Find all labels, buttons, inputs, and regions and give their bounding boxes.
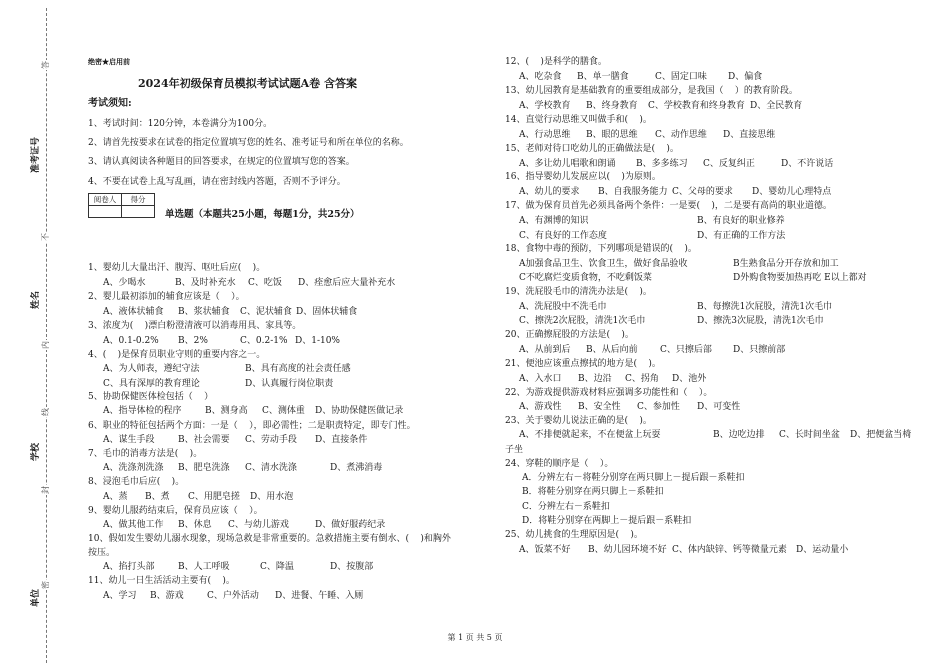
question-10-stem-wrap: 按压。	[88, 548, 116, 558]
question-18-stem: 18、食物中毒的预防，下列哪项是错误的( )。	[505, 244, 697, 254]
question-6-option-b: B、社会需要	[178, 435, 230, 445]
question-2-option-a: A、液体状辅食	[103, 307, 164, 317]
question-10-option-b: B、人工呼吸	[178, 562, 230, 572]
question-13-option-d: D、全民教育	[750, 101, 803, 111]
question-19-option-d: D、擦洗3次屁股，清洗1次毛巾	[697, 316, 824, 326]
question-20-option-a: A、从前到后	[519, 345, 571, 355]
question-14-option-d: D、直接思维	[723, 130, 776, 140]
question-12-option-c: C、固定口味	[655, 72, 707, 82]
question-3-option-a: A、0.1-0.2%	[103, 336, 159, 346]
question-20-option-c: C、只擦后部	[660, 345, 712, 355]
question-8-option-d: D、用水泡	[250, 492, 294, 502]
question-25-option-b: B、幼儿园环境不好	[588, 545, 667, 555]
seal-char: 不	[41, 233, 50, 241]
question-22-stem: 22、为游戏提供游戏材料应强调多功能性和（ ）。	[505, 388, 713, 398]
question-16-stem: 16、指导婴幼儿发展应以( )为原则。	[505, 172, 661, 182]
question-4-option-d: D、认真履行岗位职责	[245, 379, 334, 389]
question-23-option-d: D、把便盆当椅	[850, 430, 912, 440]
question-16-option-d: D、婴幼儿心理特点	[752, 187, 832, 197]
question-2-stem: 2、婴儿最初添加的辅食应该是（ ）。	[88, 292, 245, 302]
question-25-option-a: A、饭菜不好	[519, 545, 571, 555]
question-4-option-c: C、具有深厚的教育理论	[103, 379, 200, 389]
question-11-option-b: B、游戏	[150, 591, 184, 601]
question-16-option-a: A、幼儿的要求	[519, 187, 580, 197]
exam-id-label: 准考证号	[31, 136, 41, 174]
question-12-option-b: B、单一膳食	[577, 72, 629, 82]
question-6-option-c: C、劳动手段	[245, 435, 297, 445]
question-25-stem: 25、幼儿挑食的生理原因是( )。	[505, 530, 643, 540]
question-4-stem: 4、( )是保育员职业守则的重要内容之一。	[88, 350, 266, 360]
question-18-option-c: C不吃腐烂变质食物，不吃剩饭菜	[519, 273, 652, 283]
question-1-option-b: B、及时补充水	[175, 278, 236, 288]
score-table	[88, 193, 155, 218]
question-11-option-c: C、户外活动	[207, 591, 259, 601]
question-5-option-a: A、指导体检的程序	[103, 406, 182, 416]
notice-item: 4、不要在试卷上乱写乱画，请在密封线内答题，否则不予评分。	[88, 177, 346, 187]
question-1-option-a: A、少喝水	[103, 278, 146, 288]
question-16-option-c: C、父母的要求	[672, 187, 733, 197]
question-17-option-c: C、有良好的工作态度	[519, 231, 607, 241]
question-3-option-c: C、0.2-1%	[240, 336, 288, 346]
question-23-option-b: B、边吃边排	[713, 430, 765, 440]
question-13-option-c: C、学校教育和终身教育	[648, 101, 745, 111]
question-13-stem: 13、幼儿园教育是基础教育的重要组成部分，是我国（ ）的教育阶段。	[505, 86, 798, 96]
question-20-option-b: B、从后向前	[586, 345, 638, 355]
question-13-option-b: B、终身教育	[586, 101, 638, 111]
question-3-stem: 3、浓度为( )漂白粉澄清液可以消毒用具、家具等。	[88, 321, 302, 331]
score-table-cell	[122, 206, 155, 218]
question-10-option-a: A、掐打头部	[103, 562, 155, 572]
question-5-option-d: D、协助保健医做记录	[315, 406, 404, 416]
question-17-option-d: D、有正确的工作方法	[697, 231, 786, 241]
seal-char: 密	[41, 581, 50, 589]
question-2-option-b: B、浆状辅食	[178, 307, 230, 317]
question-8-stem: 8、浸泡毛巾后应( )。	[88, 477, 185, 487]
question-20-option-d: D、只擦前部	[733, 345, 786, 355]
question-8-option-b: B、煮	[145, 492, 170, 502]
question-14-stem: 14、直觉行动思维又叫做手和( )。	[505, 115, 652, 125]
question-16-option-b: B、自我服务能力	[598, 187, 668, 197]
question-23-stem: 23、关于婴幼儿说法正确的是( )。	[505, 416, 652, 426]
question-2-option-d: D、固体状辅食	[296, 307, 358, 317]
question-4-option-a: A、为人师表，遵纪守法	[103, 364, 200, 374]
seal-char: 封	[41, 486, 50, 494]
notice-item: 2、请首先按要求在试卷的指定位置填写您的姓名、准考证号和所在单位的名称。	[88, 138, 409, 148]
page-number: 第 1 页 共 5 页	[447, 633, 503, 642]
question-23-option-d-wrap: 子坐	[505, 445, 524, 455]
question-22-option-a: A、游戏性	[519, 402, 562, 412]
unit-label: 单位	[31, 588, 41, 608]
question-9-option-d: D、做好服药纪录	[315, 520, 386, 530]
question-10-stem: 10、假如发生婴幼儿溺水现象，现场急救是非常重要的。急救措施主要有倒水、( )和胸外	[88, 534, 451, 544]
notice-heading: 考试须知:	[88, 98, 132, 109]
question-5-stem: 5、协助保健医体检包括（ ）	[88, 392, 214, 402]
question-19-option-a: A、洗屁股中不洗毛巾	[519, 302, 607, 312]
question-1-option-c: C、吃饭	[248, 278, 282, 288]
question-17-stem: 17、做为保育员首先必须具备两个条件：一是要( )，二是要有高尚的职业道德。	[505, 201, 832, 211]
question-19-option-c: C、擦洗2次屁股，清洗1次毛巾	[519, 316, 646, 326]
question-21-option-d: D、池外	[672, 374, 707, 384]
question-22-option-b: B、安全性	[578, 402, 621, 412]
question-15-option-b: B、多多练习	[636, 159, 688, 169]
question-12-stem: 12、( )是科学的膳食。	[505, 57, 607, 67]
question-5-option-c: C、测体重	[262, 406, 305, 416]
page-title: 2024年初级保育员模拟考试试题A卷 含答案	[138, 77, 357, 90]
question-2-option-c: C、泥状辅食	[240, 307, 292, 317]
section-title: 单选题（本题共25小题，每题1分，共25分）	[165, 209, 360, 220]
question-19-stem: 19、洗屁股毛巾的清洗办法是( )。	[505, 287, 652, 297]
question-9-stem: 9、婴幼儿服药结束后，保育员应该（ ）。	[88, 506, 263, 516]
question-15-stem: 15、老师对待口吃幼儿的正确做法是( )。	[505, 144, 679, 154]
question-21-option-b: B、边沿	[578, 374, 612, 384]
score-table-cell	[89, 206, 122, 218]
score-table-reviewer: 阅卷人	[89, 194, 122, 206]
question-21-option-c: C、拐角	[625, 374, 659, 384]
question-9-option-b: B、休息	[178, 520, 212, 530]
question-8-option-a: A、蒸	[103, 492, 128, 502]
question-6-option-d: D、直接条件	[315, 435, 368, 445]
question-23-option-a: A、不排便就起来，不在便盆上玩耍	[519, 430, 661, 440]
question-17-option-b: B、有良好的职业修养	[697, 216, 785, 226]
question-7-option-a: A、洗涤剂洗涤	[103, 463, 164, 473]
question-3-option-d: D、1-10%	[295, 336, 340, 346]
name-label: 姓名	[31, 290, 41, 310]
question-7-stem: 7、毛巾的消毒方法是( )。	[88, 449, 203, 459]
question-10-option-c: C、降温	[260, 562, 294, 572]
question-21-stem: 21、便池应该重点擦拭的地方是( )。	[505, 359, 661, 369]
question-1-stem: 1、婴幼儿大量出汗、腹泻、呕吐后应( )。	[88, 263, 266, 273]
question-13-option-a: A、学校教育	[519, 101, 571, 111]
seal-dashed-line	[46, 8, 47, 663]
question-12-option-d: D、偏食	[728, 72, 763, 82]
seal-char: 答	[41, 61, 50, 69]
question-8-option-c: C、用肥皂搓	[188, 492, 240, 502]
question-23-option-c: C、长时间坐盆	[779, 430, 840, 440]
question-9-option-c: C、与幼儿游戏	[228, 520, 289, 530]
question-21-option-a: A、入水口	[519, 374, 562, 384]
question-24-option-c: C．分辨左右－系鞋扣	[522, 502, 610, 512]
question-3-option-b: B、2%	[178, 336, 208, 346]
question-14-option-a: A、行动思维	[519, 130, 571, 140]
question-5-option-b: B、测身高	[205, 406, 248, 416]
question-11-stem: 11、幼儿一日生活活动主要有( )。	[88, 576, 235, 586]
question-7-option-d: D、煮沸消毒	[330, 463, 383, 473]
question-10-option-d: D、按腹部	[330, 562, 374, 572]
question-24-stem: 24、穿鞋的顺序是（ ）。	[505, 459, 614, 469]
question-6-stem: 6、职业的特征包括两个方面：一是（ ），即必需性；二是职责特定，即专门性。	[88, 421, 416, 431]
question-11-option-d: D、进餐、午睡、入厕	[275, 591, 364, 601]
question-24-option-d: D．将鞋分别穿在两脚上－提后跟－系鞋扣	[522, 516, 692, 526]
question-4-option-b: B、具有高度的社会责任感	[245, 364, 351, 374]
notice-item: 1、考试时间：120分钟，本卷满分为100分。	[88, 119, 273, 129]
question-7-option-c: C、清水洗涤	[245, 463, 297, 473]
question-25-option-c: C、体内缺锌、钙等微量元素	[672, 545, 787, 555]
question-18-option-b: B生熟食品分开存放和加工	[733, 259, 839, 269]
question-6-option-a: A、谋生手段	[103, 435, 155, 445]
school-label: 学校	[31, 442, 41, 462]
question-1-option-d: D、痊愈后应大量补充水	[298, 278, 396, 288]
question-24-option-a: A．分辨左右－将鞋分别穿在两只脚上－提后跟－系鞋扣	[522, 473, 745, 483]
question-19-option-b: B、每擦洗1次屁股，清洗1次毛巾	[697, 302, 833, 312]
question-9-option-a: A、做其他工作	[103, 520, 164, 530]
question-15-option-c: C、反复纠正	[703, 159, 755, 169]
question-22-option-c: C、参加性	[637, 402, 680, 412]
seal-char: 线	[41, 408, 50, 416]
question-12-option-a: A、吃杂食	[519, 72, 562, 82]
question-15-option-a: A、多让幼儿唱歌和朗诵	[519, 159, 616, 169]
seal-char: 内	[41, 341, 50, 349]
question-22-option-d: D、可变性	[697, 402, 741, 412]
question-18-option-a: A加强食品卫生、饮食卫生，做好食品验收	[519, 259, 688, 269]
question-14-option-b: B、眼的思维	[586, 130, 638, 140]
question-11-option-a: A、学习	[103, 591, 137, 601]
score-table-score: 得分	[122, 194, 155, 206]
question-20-stem: 20、正确擦屁股的方法是( )。	[505, 330, 634, 340]
confidential-mark: 绝密★启用前	[88, 57, 130, 66]
question-25-option-d: D、运动量小	[796, 545, 849, 555]
question-7-option-b: B、肥皂洗涤	[178, 463, 230, 473]
question-24-option-b: B．将鞋分别穿在两只脚上－系鞋扣	[522, 487, 664, 497]
question-15-option-d: D、不许说话	[781, 159, 834, 169]
question-18-option-d: D外购食物要加热再吃 E以上都对	[733, 273, 867, 283]
question-14-option-c: C、动作思维	[655, 130, 707, 140]
question-17-option-a: A、有渊博的知识	[519, 216, 589, 226]
notice-item: 3、请认真阅读各种题目的回答要求，在规定的位置填写您的答案。	[88, 157, 355, 167]
